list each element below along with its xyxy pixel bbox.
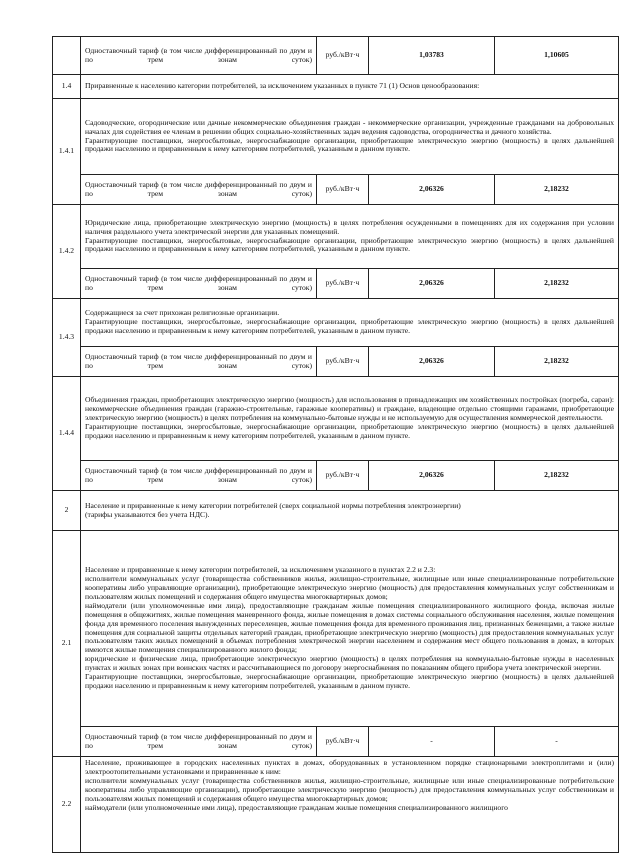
value-first-half: 2,06326 bbox=[369, 175, 495, 205]
row-description: Юридические лица, приобретающие электрическую энергию (мощность) в целях потребления осужденными в помещениях для их содержания при условии наличия раздельного учета электрической энергии для указанных помещений. Гарантирующие поставщики, энергосбытовые, энергоснабжающие организации, приобретающие электрическую энергию (мощность) в целях дальнейшей продажи населению и приравненным к нему категориям потребителей, указанным в данном пункте. bbox=[81, 205, 619, 269]
value-second-half: 2,18232 bbox=[495, 347, 619, 377]
table-row bbox=[53, 175, 619, 205]
unit-cell: руб./кВт·ч bbox=[317, 269, 369, 299]
table-row bbox=[53, 299, 619, 347]
table-row bbox=[53, 531, 619, 727]
table-row bbox=[53, 347, 619, 377]
table-row bbox=[53, 377, 619, 461]
value-second-half: - bbox=[495, 727, 619, 757]
row-number: 2.2 bbox=[53, 757, 81, 853]
table-row bbox=[53, 205, 619, 269]
value-first-half: 2,06326 bbox=[369, 269, 495, 299]
value-first-half: 2,06326 bbox=[369, 347, 495, 377]
table-row bbox=[53, 75, 619, 99]
tariff-label: Одноставочный тариф (в том числе дифференцированный по двум и по трем зонам суток) bbox=[81, 37, 317, 75]
table-row bbox=[53, 269, 619, 299]
row-number: 2.1 bbox=[53, 531, 81, 757]
table-row bbox=[53, 491, 619, 531]
tariff-table-page bbox=[52, 36, 618, 853]
unit-cell: руб./кВт·ч bbox=[317, 175, 369, 205]
row-number: 1.4.3 bbox=[53, 299, 81, 377]
row-number: 1.4.4 bbox=[53, 377, 81, 491]
value-second-half: 2,18232 bbox=[495, 175, 619, 205]
table-row bbox=[53, 37, 619, 75]
row-number-cell bbox=[53, 37, 81, 75]
row-description: Объединения граждан, приобретающих электрическую энергию (мощность) для использования в принадлежащих им хозяйственных постройках (погреба, сараи): некоммерческие объединения граждан (гаражно-строительные, гаражные кооперативы) и граждане, владеющие отдельно стоящими гаражами, приобретающие электрическую энергию (мощность) в целях потребления на коммунально-бытовые нужды и не используемую для осуществления коммерческой деятельности. Гарантирующие поставщики, энергосбытовые, энергоснабжающие организации, приобретающие электрическую энергию (мощность) в целях дальнейшей продажи населению и приравненным к нему категориям потребителей, указанным в данном пункте. bbox=[81, 377, 619, 461]
row-description: Содержащиеся за счет прихожан религиозные организации. Гарантирующие поставщики, энергосбытовые, энергоснабжающие организации, приобретающие электрическую энергию (мощность) в целях дальнейшей продажи населению и приравненным к нему категориям потребителей, указанным в данном пункте. bbox=[81, 299, 619, 347]
unit-cell: руб./кВт·ч bbox=[317, 37, 369, 75]
row-number: 1.4.2 bbox=[53, 205, 81, 299]
tariff-table bbox=[52, 36, 619, 853]
unit-cell: руб./кВт·ч bbox=[317, 727, 369, 757]
row-description: Население и приравненные к нему категории потребителей, за исключением указанного в пунктах 2.2 и 2.3: исполнители коммунальных услуг (товарищества собственников жилья, жилищно-строительные, жилищные или иные специализированные потребительские кооперативы либо управляющие организации), приобретающие электрическую энергию (мощность) для предоставления коммунальных услуг собственникам и пользователям жилых помещений и содержания общего имущества многоквартирных домов; наймодатели (или уполномоченные ими лица), предоставляющие гражданам жилые помещения специализированного жилищного фонда, включая жилые помещения в общежитиях, жилые помещения маневренного фонда, жилые помещения в домах системы социального обслуживания населения, жилые помещения фонда для временного поселения вынужденных переселенцев, жилые помещения фонда для временного проживания лиц, признанных беженцами, а также жилые помещения для социальной защиты отдельных категорий граждан, приобретающие электрическую энергию (мощность) для предоставления коммунальных услуг пользователям таких жилых помещений в объемах потребления электрической энергии населением и содержания мест общего пользования в домах, в которых имеются жилые помещения специализированного жилого фонда; юридические и физические лица, приобретающие электрическую энергию (мощность) в целях потребления на коммунально-бытовые нужды в населенных пунктах и жилых зонах при воинских частях и рассчитывающиеся по договору энергоснабжения по показаниям общего прибора учета электрической энергии. Гарантирующие поставщики, энергосбытовые, энергоснабжающие организации, приобретающие электрическую энергию (мощность) в целях дальнейшей продажи населению и приравненным к нему категориям потребителей, указанным в данном пункте. bbox=[81, 531, 619, 727]
row-number: 1.4.1 bbox=[53, 99, 81, 205]
row-description: Население и приравненные к нему категории потребителей (сверх социальной нормы потребления электроэнергии) (тарифы указываются без учета НДС). bbox=[81, 491, 619, 531]
row-number: 1.4 bbox=[53, 75, 81, 99]
unit-cell: руб./кВт·ч bbox=[317, 347, 369, 377]
tariff-label: Одноставочный тариф (в том числе дифференцированный по двум и по трем зонам суток) bbox=[81, 727, 317, 757]
row-description: Садоводческие, огороднические или дачные некоммерческие объединения граждан - некоммерческие организации, учрежденные гражданами на добровольных началах для содействия ее членам в решении общих социально-хозяйственных задач ведения садоводства, огородничества и дачного хозяйства. Гарантирующие поставщики, энергосбытовые, энергоснабжающие организации, приобретающие электрическую энергию (мощность) в целях дальнейшей продажи населению и приравненным к нему категориям потребителей, указанным в данном пункте. bbox=[81, 99, 619, 175]
value-second-half: 2,18232 bbox=[495, 269, 619, 299]
tariff-label: Одноставочный тариф (в том числе дифференцированный по двум и по трем зонам суток) bbox=[81, 175, 317, 205]
row-description: Приравненные к населению категории потребителей, за исключением указанных в пункте 71 (1) Основ ценообразования: bbox=[81, 75, 619, 99]
tariff-label: Одноставочный тариф (в том числе дифференцированный по двум и по трем зонам суток) bbox=[81, 461, 317, 491]
table-row bbox=[53, 461, 619, 491]
value-second-half: 1,10605 bbox=[495, 37, 619, 75]
tariff-label: Одноставочный тариф (в том числе дифференцированный по двум и по трем зонам суток) bbox=[81, 269, 317, 299]
table-row bbox=[53, 727, 619, 757]
row-description: Население, проживающее в городских населенных пунктах в домах, оборудованных в установленном порядке стационарными электроплитами и (или) электроотопительными установками и приравненные к ним: исполнители коммунальных услуг (товарищества собственников жилья, жилищно-строительные, жилищные или иные специализированные потребительские кооперативы либо управляющие организации), приобретающие электрическую энергию (мощность) для предоставления коммунальных услуг собственникам и пользователям жилых помещений и содержания общего имущества многоквартирных домов; наймодатели (или уполномоченные ими лица), предоставляющие гражданам жилые помещения специализированного жилищного bbox=[81, 757, 619, 853]
unit-cell: руб./кВт·ч bbox=[317, 461, 369, 491]
tariff-label: Одноставочный тариф (в том числе дифференцированный по двум и по трем зонам суток) bbox=[81, 347, 317, 377]
value-second-half: 2,18232 bbox=[495, 461, 619, 491]
value-first-half: 2,06326 bbox=[369, 461, 495, 491]
table-row bbox=[53, 99, 619, 175]
value-first-half: - bbox=[369, 727, 495, 757]
value-first-half: 1,03783 bbox=[369, 37, 495, 75]
row-number: 2 bbox=[53, 491, 81, 531]
table-row bbox=[53, 757, 619, 853]
